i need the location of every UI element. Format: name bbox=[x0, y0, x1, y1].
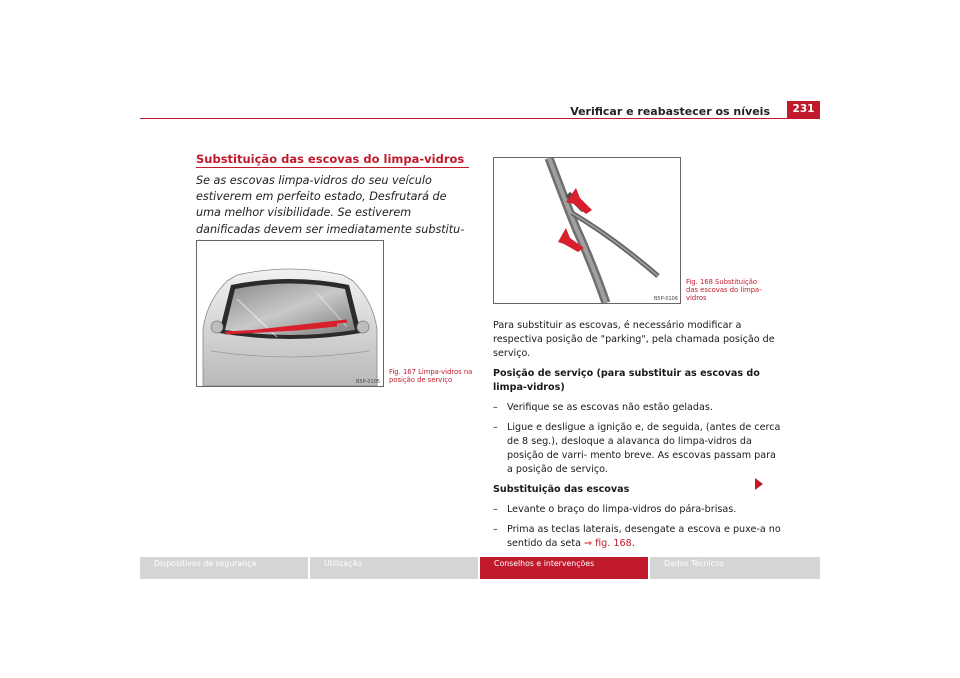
nav-tab-technical-data[interactable]: Dados Técnicos bbox=[650, 557, 820, 579]
step-item bbox=[493, 503, 783, 517]
nav-tab-usage[interactable]: Utilização bbox=[310, 557, 478, 579]
step-text: Levante o braço do limpa-vidros do pára-brisas. bbox=[507, 504, 737, 515]
instructions-body bbox=[493, 319, 783, 551]
nav-tab-advice[interactable]: Conselhos e intervenções bbox=[480, 557, 648, 579]
figure-168-code: B5P-0106 bbox=[654, 296, 679, 302]
step-dash: – bbox=[493, 524, 498, 535]
step-item bbox=[493, 523, 783, 551]
step-text: Verifique se as escovas não estão geladas. bbox=[507, 402, 713, 413]
next-page-arrow-icon[interactable] bbox=[755, 478, 763, 490]
page-number: 231 bbox=[787, 101, 820, 118]
subheading-blade-replacement: Substituição das escovas bbox=[493, 484, 630, 495]
step-text: Prima as teclas laterais, desengate a escova e puxe-a no sentido da seta bbox=[507, 524, 781, 549]
figure-reference-link[interactable]: ⇒ fig. 168 bbox=[584, 538, 632, 549]
step-item bbox=[493, 401, 783, 415]
step-end: . bbox=[631, 538, 635, 549]
step-dash: – bbox=[493, 402, 498, 413]
figure-167-image bbox=[196, 240, 384, 387]
step-dash: – bbox=[493, 504, 498, 515]
step-dash: – bbox=[493, 422, 498, 433]
intro-paragraph: Para substituir as escovas, é necessário modificar a respectiva posição de "parking", pela chamada posição de serviço. bbox=[493, 320, 775, 359]
figure-167-code: B5P-0105 bbox=[356, 379, 381, 385]
header-rule bbox=[140, 118, 820, 119]
section-rule bbox=[196, 167, 469, 168]
header-title: Verificar e reabastecer os níveis bbox=[570, 105, 770, 118]
subheading-service-position: Posição de serviço (para substituir as escovas do limpa-vidros) bbox=[493, 368, 760, 393]
nav-tab-safety[interactable]: Dispositivos de segurança bbox=[140, 557, 308, 579]
car-windshield-illustration bbox=[197, 241, 383, 386]
section-intro: Se as escovas limpa-vidros do seu veículo estiverem em perfeito estado, Desfrutará de uma melhor visibilidade. Se estiverem danificadas devem ser imediatamente substitu- bbox=[196, 174, 465, 236]
section-title: Substituição das escovas do limpa-vidros bbox=[196, 152, 465, 166]
step-text: Ligue e desligue a ignição e, de seguida, (antes de cerca de 8 seg.), desloque a alavanca do limpa-vidros da posição de varri- mento breve. As escovas passam para a posição de serviço. bbox=[507, 422, 781, 475]
figure-168-image bbox=[493, 157, 681, 304]
figure-167-caption: Fig. 167 Limpa-vidros na posição de serviço bbox=[389, 368, 473, 384]
wiper-blade-illustration bbox=[494, 158, 680, 303]
figure-168-caption: Fig. 168 Substituição das escovas do limpa- vidros bbox=[686, 278, 762, 302]
step-item bbox=[493, 421, 783, 477]
